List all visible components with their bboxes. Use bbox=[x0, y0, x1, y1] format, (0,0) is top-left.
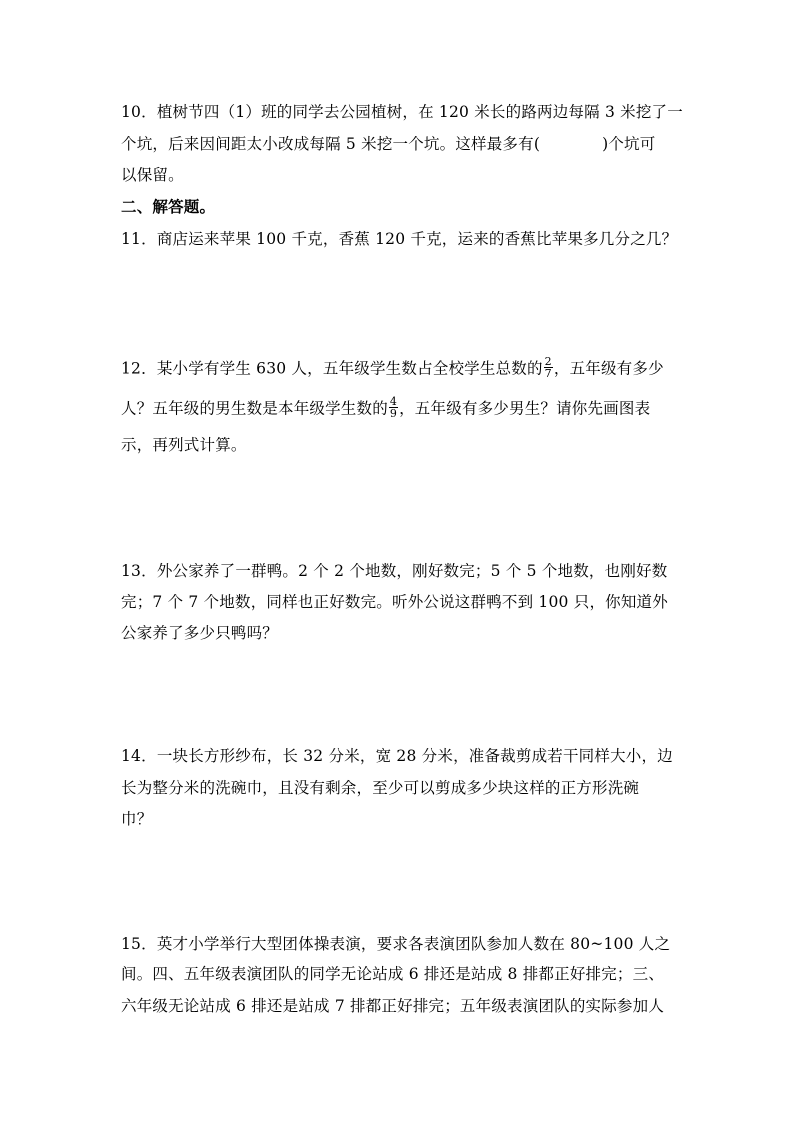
fraction-two-sevenths bbox=[544, 356, 553, 379]
q14-line-1: 14．一块长方形纱布，长 32 分米，宽 28 分米，准备裁剪成若干同样大小，边 bbox=[121, 747, 673, 765]
section-title: 二、解答题。 bbox=[121, 197, 216, 216]
q15-line-1: 15．英才小学举行大型团体操表演，要求各表演团队参加人数在 80~100 人之 bbox=[121, 935, 671, 953]
q11-line-1: 11．商店运来苹果 100 千克，香蕉 120 千克，运来的香蕉比苹果多几分之几？ bbox=[121, 230, 678, 248]
q12-line-1-text-b: ，五年级有多少 bbox=[553, 359, 664, 378]
q12-line-3: 示，再列式计算。 bbox=[121, 436, 247, 454]
q10-line-2-text-a: 个坑，后来因间距太小改成每隔 5 米挖一个坑。这样最多有( bbox=[121, 135, 541, 153]
q10-line-3: 以保留。 bbox=[121, 166, 184, 184]
q10-line-2 bbox=[121, 134, 655, 154]
q12-line-2-text-a: 人？五年级的男生数是本年级学生数的 bbox=[121, 399, 388, 418]
q13-line-3: 公家养了多少只鸭吗？ bbox=[121, 624, 279, 642]
fraction-numerator: 4 bbox=[389, 395, 398, 408]
q14-line-3: 巾？ bbox=[121, 810, 153, 828]
q12-line-1-text-a: 12．某小学有学生 630 人，五年级学生数占全校学生总数的 bbox=[121, 359, 543, 378]
q12-line-2 bbox=[121, 395, 651, 421]
fraction-four-ninths bbox=[389, 396, 398, 419]
q10-line-2-text-b: )个坑可 bbox=[602, 135, 656, 153]
q14-line-2: 长为整分米的洗碗巾，且没有剩余，至少可以剪成多少块这样的正方形洗碗 bbox=[121, 779, 640, 797]
q13-line-2: 完；7 个 7 个地数，同样也正好数完。听外公说这群鸭不到 100 只，你知道外 bbox=[121, 593, 668, 611]
q10-line-1: 10．植树节四（1）班的同学去公园植树，在 120 米长的路两边每隔 3 米挖了一 bbox=[121, 103, 683, 121]
fraction-denominator: 9 bbox=[389, 407, 398, 420]
q15-line-2: 间。四、五年级表演团队的同学无论站成 6 排还是站成 8 排都正好排完；三、 bbox=[121, 965, 665, 983]
q15-line-3: 六年级无论站成 6 排还是站成 7 排都正好排完；五年级表演团队的实际参加人 bbox=[121, 997, 665, 1015]
q13-line-1: 13．外公家养了一群鸭。2 个 2 个地数，刚好数完；5 个 5 个地数，也刚好数 bbox=[121, 562, 668, 580]
q12-line-2-text-b: ，五年级有多少男生？请你先画图表 bbox=[399, 399, 651, 418]
fraction-numerator: 2 bbox=[544, 355, 552, 368]
q12-line-1 bbox=[121, 355, 664, 381]
fraction-denominator: 7 bbox=[544, 367, 552, 380]
